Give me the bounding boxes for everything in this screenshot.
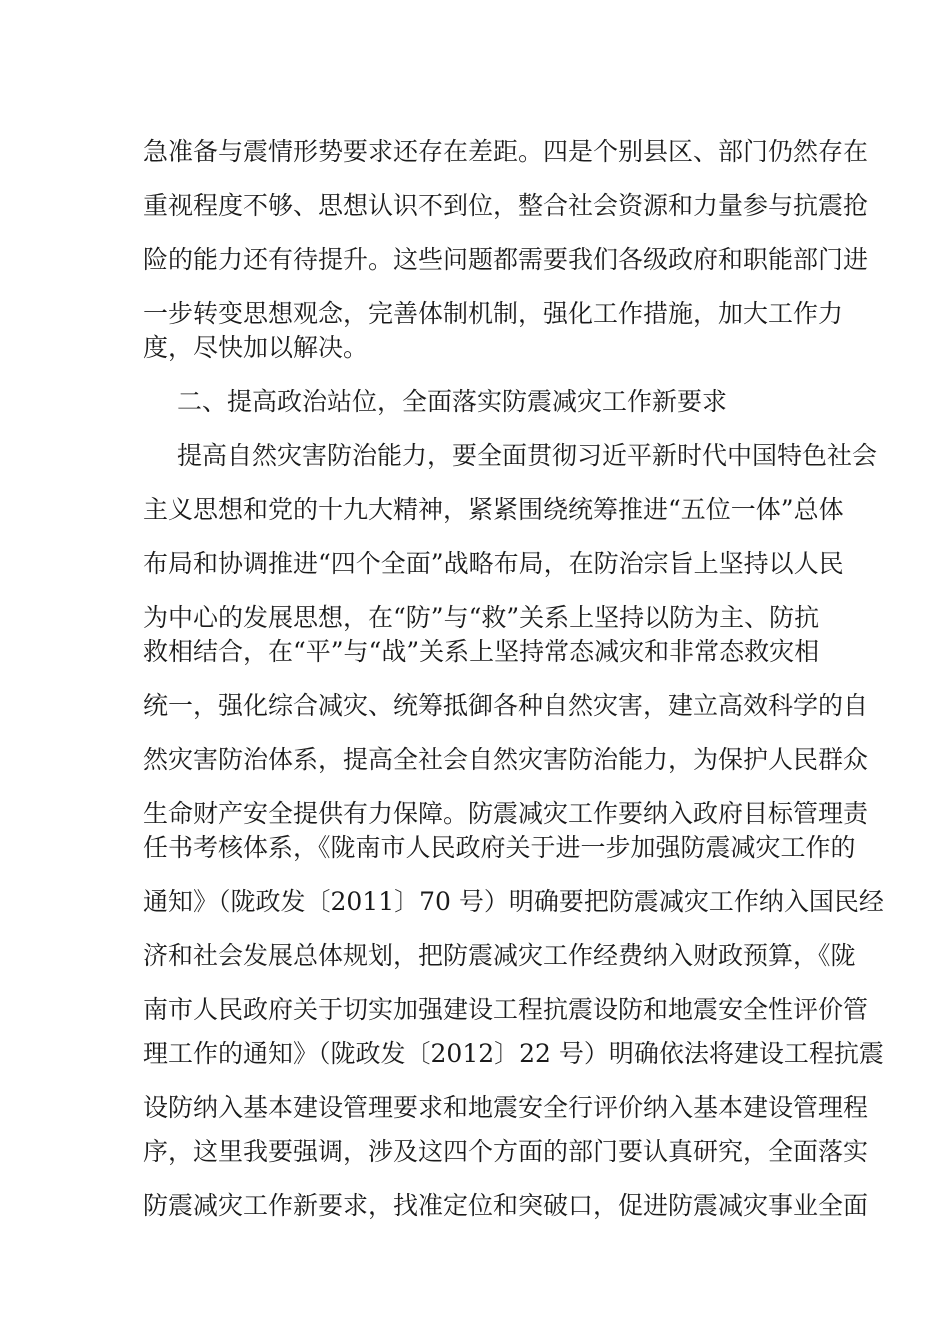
paragraph-line: 济和社会发展总体规划，把防震减灾工作经费纳入财政预算，《陇: [143, 941, 856, 970]
paragraph-line: 提高自然灾害防治能力，要全面贯彻习近平新时代中国特色社会: [177, 441, 878, 470]
paragraph-line: 理工作的通知》（陇政发〔2012〕22 号）明确依法将建设工程抗震: [143, 1039, 884, 1068]
paragraph-line: 为中心的发展思想，在“防”与“救”关系上坚持以防为主、防抗: [143, 603, 820, 632]
paragraph-line: 然灾害防治体系，提高全社会自然灾害防治能力，为保护人民群众: [143, 745, 869, 774]
paragraph-line: 险的能力还有待提升。这些问题都需要我们各级政府和职能部门进: [143, 245, 869, 274]
paragraph-line: 救相结合，在“平”与“战”关系上坚持常态减灾和非常态救灾相: [143, 637, 820, 666]
paragraph-line: 南市人民政府关于切实加强建设工程抗震设防和地震安全性评价管: [143, 995, 869, 1024]
paragraph-line: 防震减灾工作新要求，找准定位和突破口，促进防震减灾事业全面: [143, 1191, 869, 1220]
paragraph-line: 统一，强化综合减灾、统筹抵御各种自然灾害，建立高效科学的自: [143, 691, 869, 720]
paragraph-line: 设防纳入基本建设管理要求和地震安全行评价纳入基本建设管理程: [143, 1093, 869, 1122]
paragraph-line: 序，这里我要强调，涉及这四个方面的部门要认真研究，全面落实: [143, 1137, 869, 1166]
paragraph-line: 任书考核体系，《陇南市人民政府关于进一步加强防震减灾工作的: [143, 833, 856, 862]
paragraph-line: 度，尽快加以解决。: [143, 333, 369, 362]
paragraph-line: 重视程度不够、思想认识不到位，整合社会资源和力量参与抗震抢: [143, 191, 869, 220]
section-heading: 二、提高政治站位，全面落实防震减灾工作新要求: [177, 387, 728, 416]
paragraph-line: 布局和协调推进“四个全面”战略布局，在防治宗旨上坚持以人民: [143, 549, 844, 578]
paragraph-line: 一步转变思想观念，完善体制机制，强化工作措施，加大工作力: [143, 299, 844, 328]
paragraph-line: 主义思想和党的十九大精神，紧紧围绕统筹推进“五位一体”总体: [143, 495, 844, 524]
paragraph-line: 急准备与震情形势要求还存在差距。四是个别县区、部门仍然存在: [143, 137, 869, 166]
paragraph-line: 生命财产安全提供有力保障。防震减灾工作要纳入政府目标管理责: [143, 799, 869, 828]
paragraph-line: 通知》（陇政发〔2011〕70 号）明确要把防震减灾工作纳入国民经: [143, 887, 884, 916]
